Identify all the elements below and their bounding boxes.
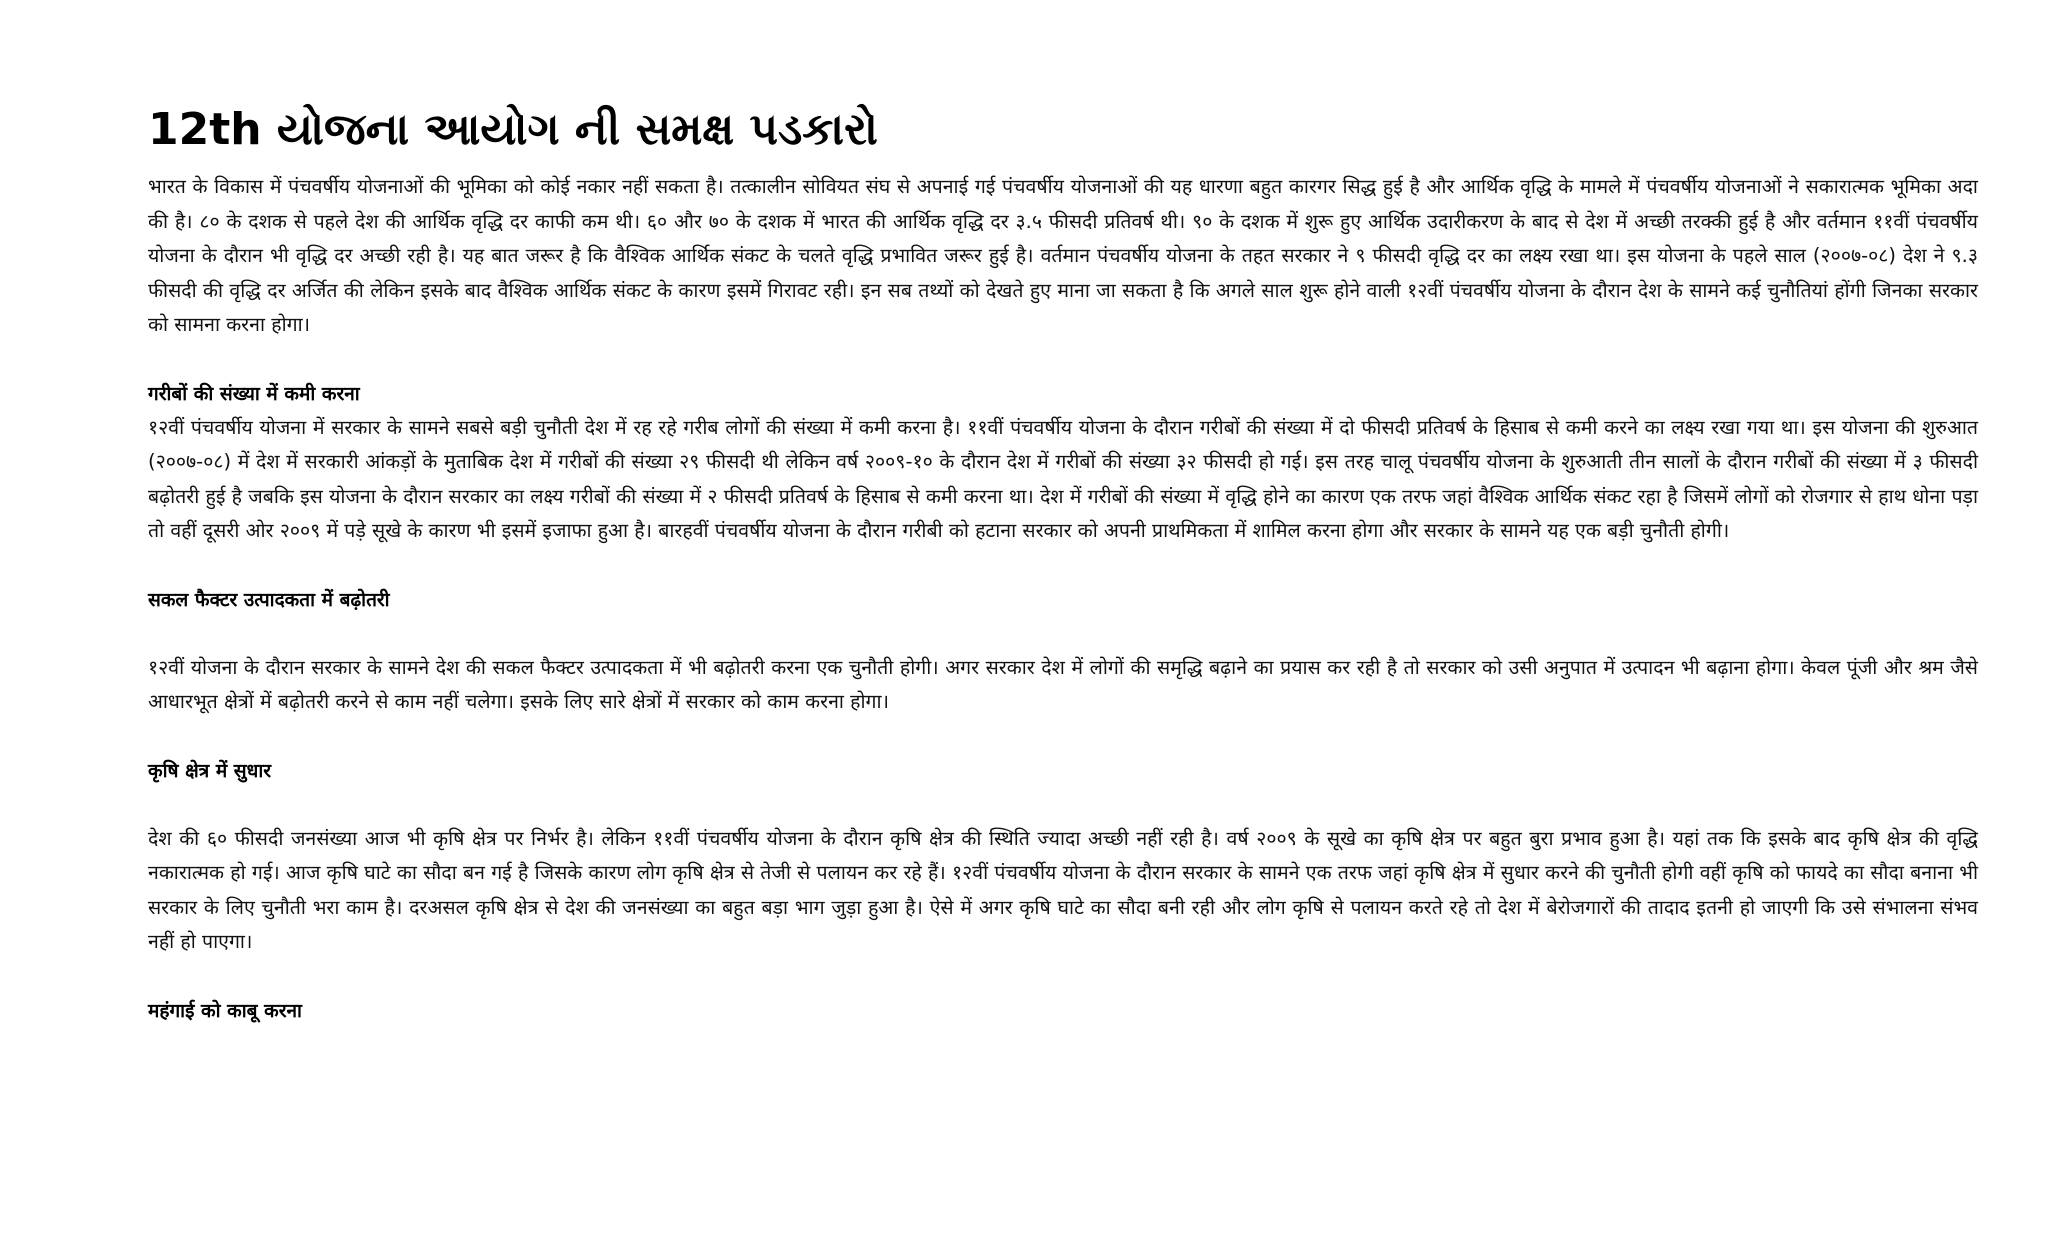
section-heading-agriculture: कृषि क्षेत्र में सुधार <box>148 759 272 782</box>
spacer <box>148 343 1978 377</box>
section-body-agriculture: देश की ६० फीसदी जनसंख्या आज भी कृषि क्षेत्र पर निर्भर है। लेकिन ११वीं पंचवर्षीय योजना के दौरान कृषि क्षेत्र की स्थिति ज्यादा अच्छी नहीं रही है। वर्ष २००९ के सूखे का कृषि क्षेत्र पर बहुत बुरा प्रभाव हुआ है। यहां तक कि इसके बाद कृषि क्षेत्र की वृद्धि नकारात्मक हो गई। आज कृषि घाटे का सौदा बन गई है जिसके कारण लोग कृषि क्षेत्र से तेजी से पलायन कर रहे हैं। १२वीं पंचवर्षीय योजना के दौरान सरकार के सामने एक तरफ जहां कृषि क्षेत्र में सुधार करने की चुनौती होगी वहीं कृषि को फायदे का सौदा बनाना भी सरकार के लिए चुनौती भरा काम है। दरअसल कृषि क्षेत्र से देश की जनसंख्या का बहुत बड़ा भाग जुड़ा हुआ है। ऐसे में अगर कृषि घाटे का सौदा बनी रही और लोग कृषि से पलायन करते रहे तो देश में बेरोजगारों की तादाद इतनी हो जाएगी कि उसे संभालना संभव नहीं हो पाएगा। <box>148 826 1978 953</box>
section-heading-inflation: महंगाई को काबू करना <box>148 999 302 1022</box>
spacer <box>148 549 1978 583</box>
section-body-poverty: १२वीं पंचवर्षीय योजना में सरकार के सामने सबसे बड़ी चुनौती देश में रह रहे गरीब लोगों की संख्या में कमी करना है। ११वीं पंचवर्षीय योजना के दौरान गरीबों की संख्या में दो फीसदी प्रतिवर्ष के हिसाब से कमी करने का लक्ष्य रखा गया था। इस योजना की शुरुआत (२००७-०८) में देश में सरकारी आंकड़ों के मुताबिक देश में गरीबों की संख्या २९ फीसदी थी लेकिन वर्ष २००९-१० के दौरान देश में गरीबों की संख्या ३२ फीसदी हो गई। इस तरह चालू पंचवर्षीय योजना के शुरुआती तीन सालों के दौरान गरीबों की संख्या में ३ फीसदी बढ़ोतरी हुई है जबकि इस योजना के दौरान सरकार का लक्ष्य गरीबों की संख्या में २ फीसदी प्रतिवर्ष के हिसाब से कमी करना था। देश में गरीबों की संख्या में वृद्धि होने का कारण एक तरफ जहां वैश्विक आर्थिक संकट रहा है जिसमें लोगों को रोजगार से हाथ धोना पड़ा तो वहीं दूसरी ओर २००९ में पड़े सूखे के कारण भी इसमें इजाफा हुआ है। बारहवीं पंचवर्षीय योजना के दौरान गरीबी को हटाना सरकार को अपनी प्राथमिकता में शामिल करना होगा और सरकार के सामने यह एक बड़ी चुनौती होगी। <box>148 415 1978 542</box>
spacer <box>148 788 1978 822</box>
intro-paragraph: भारत के विकास में पंचवर्षीय योजनाओं की भूमिका को कोई नकार नहीं सकता है। तत्कालीन सोवियत संघ से अपनाई गई पंचवर्षीय योजनाओं की यह धारणा बहुत कारगर सिद्ध हुई है और आर्थिक वृद्धि के मामले में पंचवर्षीय योजनाओं ने सकारात्मक भूमिका अदा की है। ८० के दशक से पहले देश की आर्थिक वृद्धि दर काफी कम थी। ६० और ७० के दशक में भारत की आर्थिक वृद्धि दर ३.५ फीसदी प्रतिवर्ष थी। ९० के दशक में शुरू हुए आर्थिक उदारीकरण के बाद से देश में अच्छी तरक्की हुई है और वर्तमान ११वीं पंचवर्षीय योजना के दौरान भी वृद्धि दर अच्छी रही है। यह बात जरूर है कि वैश्विक आर्थिक संकट के चलते वृद्धि प्रभावित जरूर हुई है। वर्तमान पंचवर्षीय योजना के तहत सरकार ने ९ फीसदी वृद्धि दर का लक्ष्य रखा था। इस योजना के पहले साल (२००७-०८) देश ने ९.३ फीसदी की वृद्धि दर अर्जित की लेकिन इसके बाद वैश्विक आर्थिक संकट के कारण इसमें गिरावट रही। इन सब तथ्यों को देखते हुए माना जा सकता है कि अगले साल शुरू होने वाली १२वीं पंचवर्षीय योजना के दौरान देश के सामने कई चुनौतियां होंगी जिनका सरकार को सामना करना होगा। <box>148 175 1978 336</box>
document-title: 12th યોજના આયોગ ની સમક્ષ પડકારો <box>148 104 878 155</box>
section-heading-poverty: गरीबों की संख्या में कमी करना <box>148 382 360 405</box>
spacer <box>148 617 1978 651</box>
document-page <box>148 100 1978 1028</box>
spacer <box>148 960 1978 994</box>
section-body-productivity: १२वीं योजना के दौरान सरकार के सामने देश की सकल फैक्टर उत्पादकता में भी बढ़ोतरी करना एक चुनौती होगी। अगर सरकार देश में लोगों की समृद्धि बढ़ाने का प्रयास कर रही है तो सरकार को उसी अनुपात में उत्पादन भी बढ़ाना होगा। केवल पूंजी और श्रम जैसे आधारभूत क्षेत्रों में बढ़ोतरी करने से काम नहीं चलेगा। इसके लिए सारे क्षेत्रों में सरकार को काम करना होगा। <box>148 655 1978 713</box>
section-heading-productivity: सकल फैक्टर उत्पादकता में बढ़ोतरी <box>148 588 390 611</box>
spacer <box>148 720 1978 754</box>
